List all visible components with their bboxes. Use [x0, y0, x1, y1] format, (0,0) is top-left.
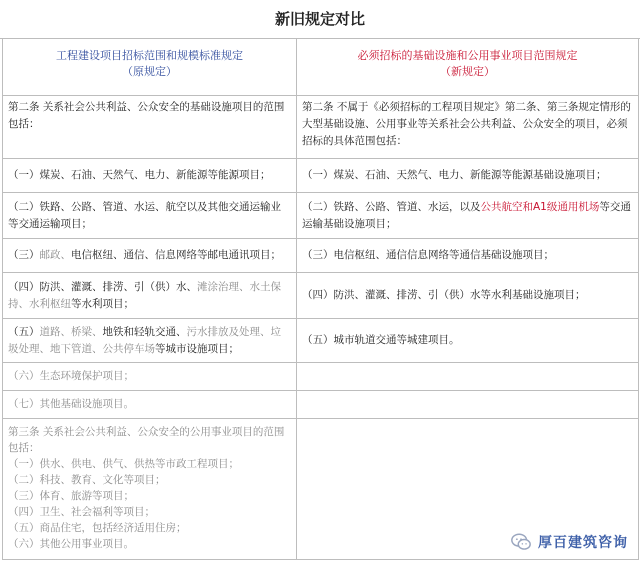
old-item-6: （六）生态环境保护项目； — [3, 363, 297, 391]
table-row — [3, 96, 639, 159]
old-item-1: （一）煤炭、石油、天然气、电力、新能源等能源项目； — [3, 159, 297, 193]
watermark — [506, 527, 632, 557]
comparison-table — [2, 38, 639, 560]
table-row — [3, 319, 639, 363]
page-title: 新旧规定对比 — [0, 0, 640, 39]
table-row — [3, 239, 639, 273]
old-rule-title: 工程建设项目招标范围和规模标准规定 — [56, 49, 243, 62]
old-rule-header — [3, 39, 297, 96]
list-item: （三）体育、旅游等项目； — [8, 490, 134, 502]
old-item-2: （二）铁路、公路、管道、水运、航空以及其他交通运输业等交通运输项目； — [3, 193, 297, 239]
old-item-5-removed-b: 污水排放及处理、垃圾处理、地下管道、公共停车场 — [8, 325, 281, 355]
new-item-5: （五）城市轨道交通等城建项目。 — [297, 319, 639, 363]
old-article-2: 第二条 关系社会公共利益、公众安全的基础设施项目的范围包括： — [3, 96, 297, 159]
new-item-2-highlight: 公共航空和A1级通用机场 — [480, 200, 600, 213]
new-rule-subtitle: （新规定） — [440, 65, 495, 78]
old-rule-subtitle: （原规定） — [122, 65, 177, 78]
wechat-bubble-icon — [510, 531, 532, 553]
new-empty-cell — [297, 391, 639, 419]
table-row — [3, 273, 639, 319]
new-item-2: （二）铁路、公路、管道、水运，以及公共航空和A1级通用机场等交通运输基础设施项目； — [297, 193, 639, 239]
old-article-3-intro: 第三条 关系社会公共利益、公众安全的公用事业项目的范围包括： — [8, 426, 285, 454]
old-item-5: （五）道路、桥梁、地铁和轻轨交通、污水排放及处理、垃圾处理、地下管道、公共停车场等城市设施项目； — [3, 319, 297, 363]
new-article-2: 第二条 不属于《必须招标的工程项目规定》第二条、第三条规定情形的大型基础设施、公用事业等关系社会公共利益、公众安全的项目，必须招标的具体范围包括： — [297, 96, 639, 159]
table-header-row — [3, 39, 639, 96]
old-item-4: （四）防洪、灌溉、排涝、引（供）水、滩涂治理、水土保持、水利枢纽等水利项目； — [3, 273, 297, 319]
old-item-4-removed: 滩涂治理、水土保持、水利枢纽 — [8, 280, 281, 310]
table-row — [3, 363, 639, 391]
list-item: （六）其他公用事业项目。 — [8, 538, 134, 550]
table-row — [3, 391, 639, 419]
new-empty-cell — [297, 363, 639, 391]
new-item-4: （四）防洪、灌溉、排涝、引（供）水等水利基础设施项目； — [297, 273, 639, 319]
old-item-3-removed: 邮政、 — [39, 249, 71, 261]
table-row — [3, 193, 639, 239]
list-item: （四）卫生、社会福利等项目； — [8, 506, 155, 518]
new-item-3: （三）电信枢纽、通信信息网络等通信基础设施项目； — [297, 239, 639, 273]
new-item-1: （一）煤炭、石油、天然气、电力、新能源等能源基础设施项目； — [297, 159, 639, 193]
old-article-3 — [3, 419, 297, 560]
list-item: （二）科技、教育、文化等项目； — [8, 474, 166, 486]
watermark-text: 厚百建筑咨询 — [538, 535, 628, 551]
list-item: （一）供水、供电、供气、供热等市政工程项目； — [8, 458, 239, 470]
new-rule-header — [297, 39, 639, 96]
table-row — [3, 159, 639, 193]
old-item-5-removed-a: 道路、桥梁、 — [39, 325, 103, 338]
old-item-3: （三）邮政、电信枢纽、通信、信息网络等邮电通讯项目； — [3, 239, 297, 273]
list-item: （五）商品住宅，包括经济适用住房； — [8, 522, 187, 534]
old-item-7: （七）其他基础设施项目。 — [3, 391, 297, 419]
new-rule-title: 必须招标的基础设施和公用事业项目范围规定 — [357, 49, 578, 62]
